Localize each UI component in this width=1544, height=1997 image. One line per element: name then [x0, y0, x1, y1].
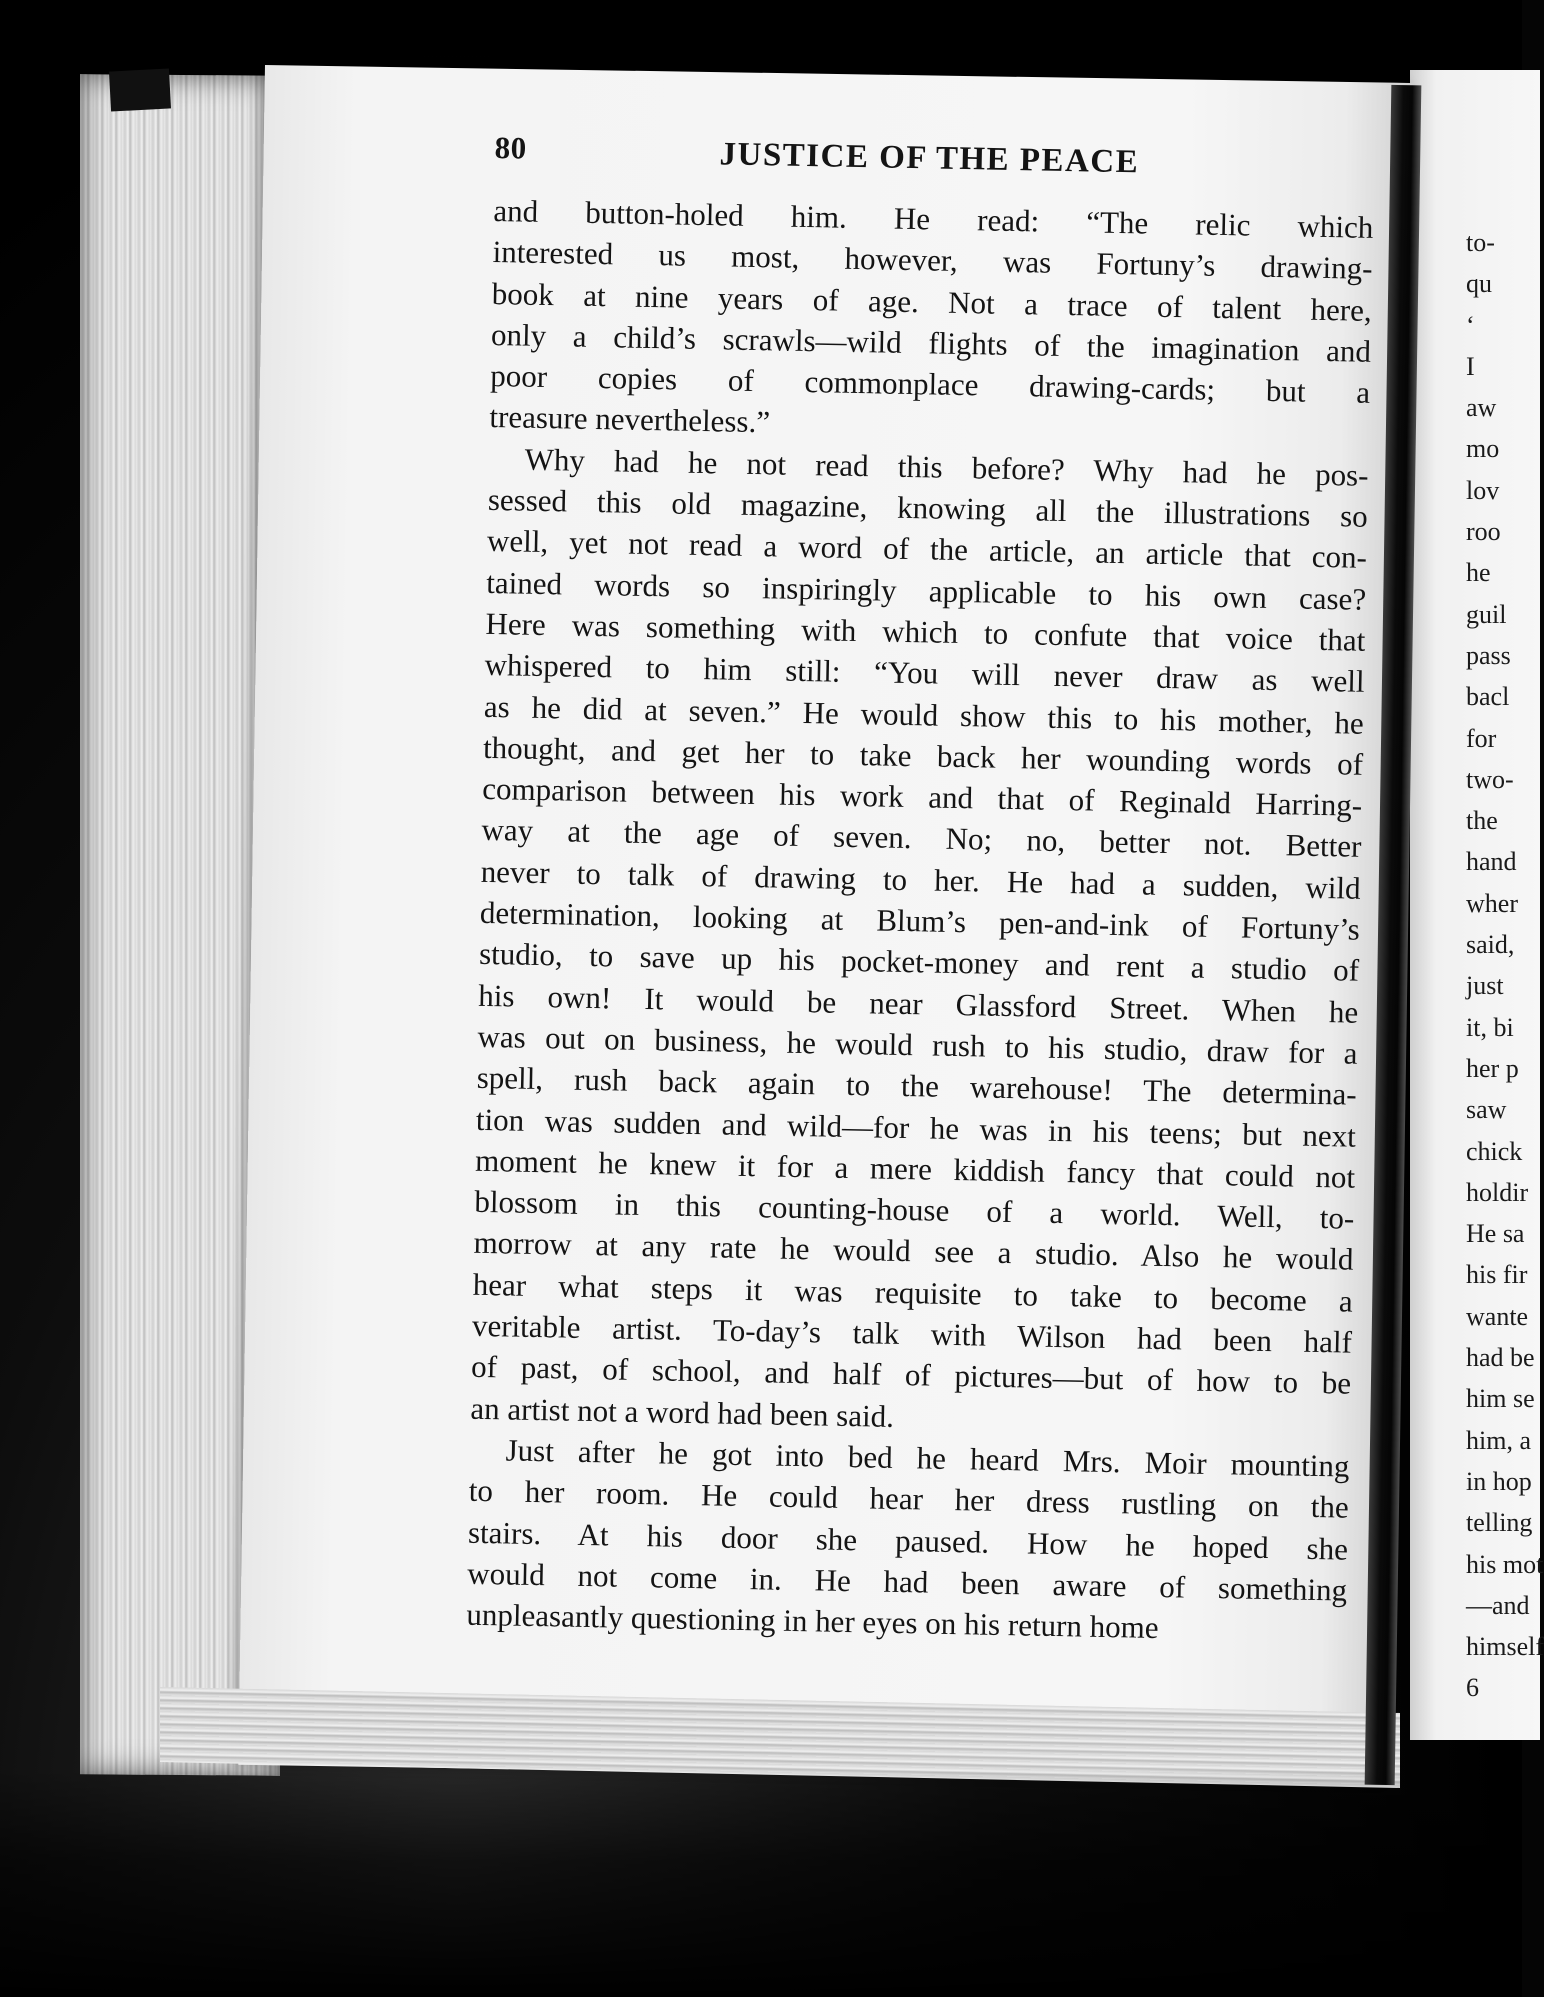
page-edge-shadow — [109, 68, 171, 111]
body-text — [466, 190, 1374, 1652]
text-line: would not come in. He had been aware of something — [466, 1555, 1348, 1608]
text-line: way at the age of seven. No; no, better not. Better — [481, 812, 1362, 865]
text-line: studio, to save up his pocket-money and rent a studio of — [478, 936, 1360, 989]
facing-page-fragment: chick — [1466, 1136, 1523, 1166]
facing-page-fragment: wante — [1466, 1301, 1529, 1331]
running-head: JUSTICE OF THE PEACE — [719, 136, 1140, 181]
facing-page-fragment: aw — [1466, 393, 1497, 423]
facing-page-fragment: 6 — [1466, 1673, 1479, 1703]
text-line: interested us most, however, was Fortuny’s drawing- — [492, 234, 1373, 287]
text-line: book at nine years of age. Not a trace of talent here, — [491, 275, 1373, 328]
facing-page-fragment: in hop — [1466, 1466, 1532, 1496]
facing-page-fragment: his mot — [1466, 1549, 1544, 1579]
text-line: only a child’s scrawls—wild flights of the imagination and — [490, 316, 1372, 369]
facing-page-text — [1466, 222, 1544, 1709]
facing-page-fragment: guil — [1466, 599, 1507, 629]
facing-page-fragment: mo — [1466, 434, 1500, 464]
facing-page-fragment: holdir — [1466, 1177, 1529, 1207]
facing-page-fragment: —and — [1466, 1590, 1530, 1620]
text-line: well, yet not read a word of the article, an article that con- — [486, 523, 1368, 576]
facing-page-fragment: for — [1466, 723, 1497, 753]
text-line: hear what steps it was requisite to take to become a — [472, 1266, 1354, 1319]
facing-page-fragment: lov — [1466, 475, 1500, 505]
text-line: veritable artist. To-day’s talk with Wilson had been half — [471, 1307, 1353, 1360]
text-line: sessed this old magazine, knowing all the illustrations so — [487, 482, 1369, 534]
text-line: moment he knew it for a mere kiddish fancy that could not — [474, 1142, 1356, 1195]
facing-page-fragment: he — [1466, 558, 1491, 588]
facing-page-fragment: pass — [1466, 640, 1511, 670]
text-line: stairs. At his door she paused. How he hoped she — [467, 1514, 1349, 1567]
facing-page-fragment: her p — [1466, 1053, 1519, 1083]
text-line: his own! It would be near Glassford Street. When he — [478, 977, 1359, 1030]
facing-page-fragment: said, — [1466, 930, 1515, 960]
text-line: treasure nevertheless.” — [489, 399, 771, 440]
facing-page-fragment: qu — [1466, 269, 1492, 299]
text-line: tained words so inspiringly applicable to his own case? — [485, 564, 1367, 617]
page-text-block — [466, 130, 1375, 1652]
facing-page-fragment: wher — [1466, 888, 1518, 918]
facing-page-fragment: two- — [1466, 764, 1514, 794]
facing-page-fragment: him se — [1466, 1384, 1535, 1414]
facing-page-fragment: He sa — [1466, 1219, 1525, 1249]
text-line: morrow at any rate he would see a studio. Also he would — [473, 1225, 1354, 1278]
facing-page-fragment: the — [1466, 806, 1498, 836]
facing-page-fragment: to- — [1466, 228, 1495, 257]
text-line: Just after he got into bed he heard Mrs. Moir mounting — [505, 1432, 1350, 1484]
facing-page-fragment: bacl — [1466, 682, 1510, 712]
facing-page-fragment: roo — [1466, 517, 1501, 547]
facing-page-fragment: him, a — [1466, 1425, 1531, 1455]
text-line: determination, looking at Blum’s pen-and-ink of Fortuny’s — [479, 894, 1361, 947]
text-line: Why had he not read this before? Why had he pos- — [524, 441, 1369, 493]
text-line: blossom in this counting-house of a world. Well, to- — [474, 1183, 1355, 1236]
facing-page-fragment: saw — [1466, 1095, 1507, 1125]
page-number: 80 — [494, 130, 527, 166]
facing-page-fragment: I — [1466, 351, 1475, 381]
facing-page-fragment: just — [1466, 971, 1504, 1001]
facing-page-fragment: had be — [1466, 1343, 1535, 1373]
facing-page-fragment: it, bi — [1466, 1012, 1514, 1042]
scan-shadow — [0, 1770, 1522, 1997]
text-line: Here was something with which to confute that voice that — [485, 605, 1366, 658]
text-line: spell, rush back again to the warehouse! The determina- — [476, 1060, 1357, 1112]
facing-page-fragment: his fir — [1466, 1260, 1528, 1290]
facing-page-fragment: hand — [1466, 847, 1517, 877]
facing-page-fragment: ‘ — [1466, 310, 1475, 340]
text-line: and button-holed him. He read: “The relic which — [493, 192, 1374, 245]
text-line: as he did at seven.” He would show this to his mother, he — [483, 688, 1365, 741]
text-line: of past, of school, and half of pictures—but of how to be — [470, 1349, 1352, 1401]
facing-page-fragment: telling — [1466, 1508, 1533, 1538]
text-line: tion was sudden and wild—for he was in his teens; but next — [475, 1101, 1357, 1154]
text-line: to her room. He could hear her dress rustling on the — [468, 1472, 1350, 1525]
text-line: unpleasantly questioning in her eyes on his return home — [466, 1596, 1159, 1646]
text-line: an artist not a word had been said. — [470, 1390, 895, 1434]
text-line: was out on business, he would rush to his studio, draw for a — [477, 1018, 1358, 1071]
text-line: poor copies of commonplace drawing-cards; but a — [489, 358, 1371, 411]
text-line: never to talk of drawing to her. He had a sudden, wild — [480, 853, 1361, 906]
text-line: whispered to him still: “You will never draw as well — [484, 647, 1365, 700]
text-line: comparison between his work and that of Reginald Harring- — [482, 771, 1363, 823]
text-line: thought, and get her to take back her wounding words of — [482, 729, 1364, 782]
facing-page-fragment: himself — [1466, 1632, 1544, 1662]
